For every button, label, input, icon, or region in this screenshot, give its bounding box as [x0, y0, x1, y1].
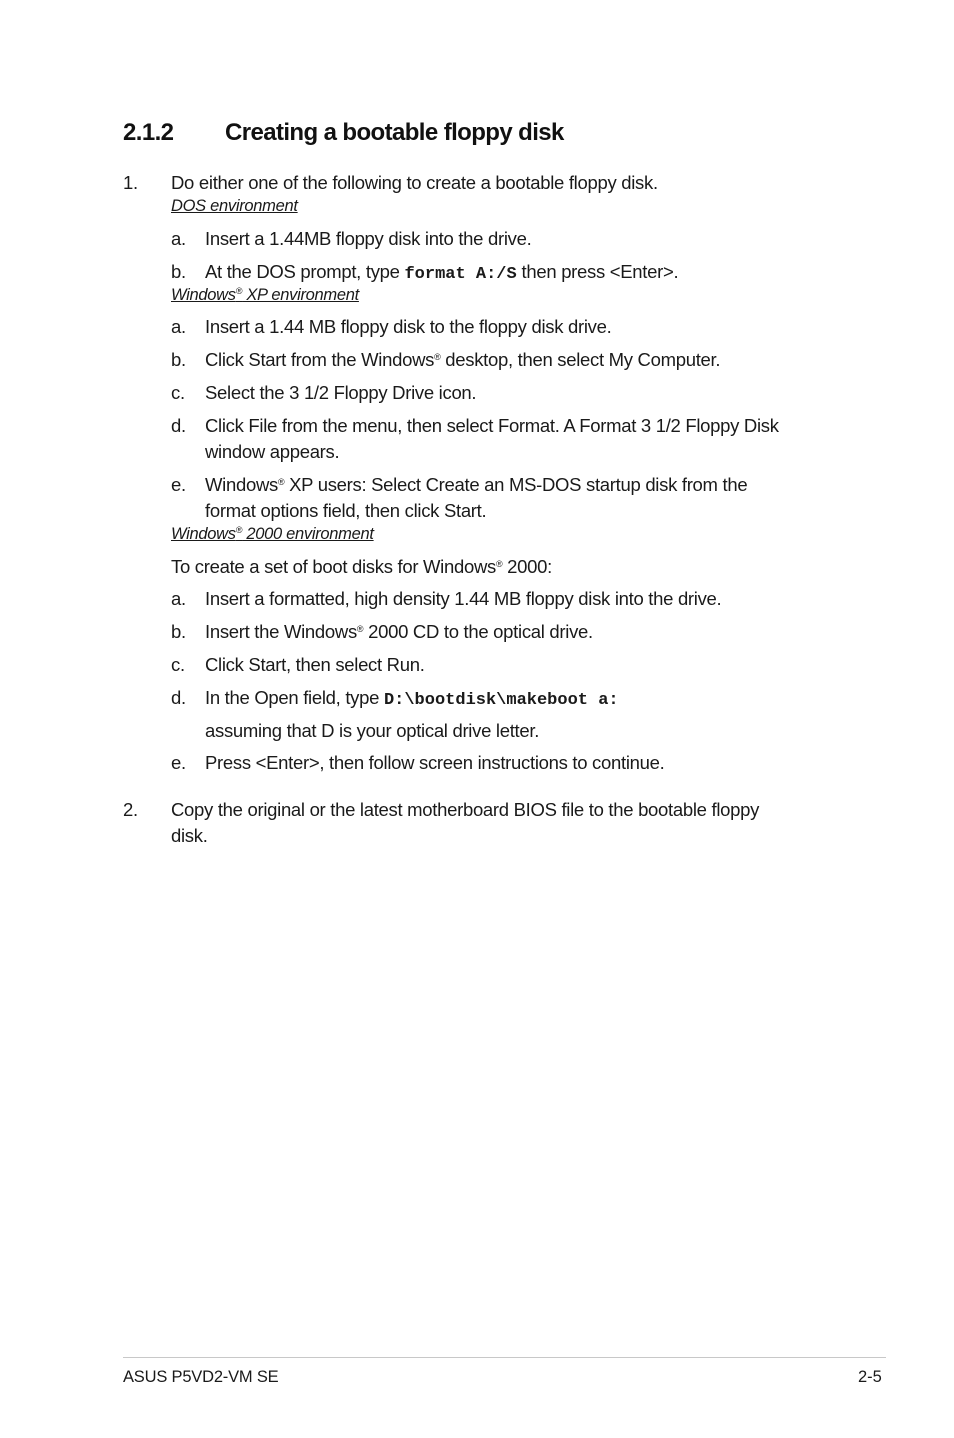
- w2000-item-d: [205, 686, 619, 713]
- footer-divider: [123, 1357, 886, 1358]
- makeboot-command: D:\bootdisk\makeboot a:: [383, 691, 619, 710]
- xp-item-b-text-after: desktop, then select My Computer.: [440, 349, 721, 370]
- w2000-item-e-marker: e.: [171, 752, 186, 773]
- w2000-item-d-marker: d.: [171, 687, 186, 708]
- dos-environment-label: DOS environment: [171, 197, 298, 215]
- xp-item-d-line-1: Click File from the menu, then select Format. A Format 3 1/2 Floppy Disk: [205, 415, 779, 436]
- w2000-item-d-line-2: assuming that D is your optical drive letter.: [205, 720, 540, 741]
- w2000-intro: [171, 555, 552, 579]
- dos-item-b-marker: b.: [171, 261, 186, 282]
- step-1-marker: 1.: [123, 172, 138, 193]
- footer-page-number: 2-5: [858, 1368, 882, 1386]
- w2000-environment-label: [171, 524, 374, 544]
- section-heading: [123, 118, 564, 148]
- w2000-item-a-marker: a.: [171, 588, 186, 609]
- xp-item-e-text-after: XP users: Select Create an MS-DOS startup disk from the: [284, 474, 748, 495]
- format-command: format A:/S: [404, 265, 517, 284]
- footer-product-name: ASUS P5VD2-VM SE: [123, 1368, 279, 1386]
- registered-mark: ®: [235, 286, 243, 296]
- step-1-text: Do either one of the following to create a bootable floppy disk.: [171, 172, 658, 193]
- xp-item-e-line-2: format options field, then click Start.: [205, 500, 487, 521]
- w2000-item-a-text: Insert a formatted, high density 1.44 MB floppy disk into the drive.: [205, 588, 722, 609]
- step-2-marker: 2.: [123, 799, 138, 820]
- xp-item-d-marker: d.: [171, 415, 186, 436]
- dos-item-b-text-after: then press <Enter>.: [516, 261, 679, 282]
- xp-environment-label: [171, 285, 359, 305]
- xp-label-rest: XP environment: [242, 286, 359, 304]
- w2000-intro-before: To create a set of boot disks for Windows: [171, 556, 496, 577]
- registered-mark: ®: [356, 624, 364, 634]
- w2000-item-c-text: Click Start, then select Run.: [205, 654, 425, 675]
- xp-item-a-text: Insert a 1.44 MB floppy disk to the floppy disk drive.: [205, 316, 612, 337]
- registered-mark: ®: [277, 477, 285, 487]
- w2000-item-c-marker: c.: [171, 654, 185, 675]
- xp-label-windows: Windows: [171, 286, 236, 304]
- xp-item-e-text-before: Windows: [205, 474, 278, 495]
- w2000-item-e-text: Press <Enter>, then follow screen instructions to continue.: [205, 752, 665, 773]
- xp-item-b-marker: b.: [171, 349, 186, 370]
- w2000-item-b-marker: b.: [171, 621, 186, 642]
- registered-mark: ®: [235, 525, 243, 535]
- xp-item-c-text: Select the 3 1/2 Floppy Drive icon.: [205, 382, 477, 403]
- w2000-label-rest: 2000 environment: [242, 525, 374, 543]
- step-2-line-2: disk.: [171, 825, 208, 846]
- xp-item-a-marker: a.: [171, 316, 186, 337]
- w2000-item-b-text-before: Insert the Windows: [205, 621, 357, 642]
- w2000-item-b-text-after: 2000 CD to the optical drive.: [363, 621, 593, 642]
- xp-item-b: [205, 348, 720, 372]
- w2000-intro-after: 2000:: [502, 556, 552, 577]
- xp-item-e-line-1: [205, 473, 747, 497]
- section-number: 2.1.2: [123, 119, 174, 146]
- dos-item-a-marker: a.: [171, 228, 186, 249]
- xp-item-c-marker: c.: [171, 382, 185, 403]
- registered-mark: ®: [495, 559, 503, 569]
- xp-item-b-text-before: Click Start from the Windows: [205, 349, 435, 370]
- step-2-line-1: Copy the original or the latest motherboard BIOS file to the bootable floppy: [171, 799, 760, 820]
- dos-item-b: [205, 260, 678, 287]
- dos-item-a-text: Insert a 1.44MB floppy disk into the drive.: [205, 228, 532, 249]
- dos-item-b-text-before: At the DOS prompt, type: [205, 261, 405, 282]
- xp-item-d-line-2: window appears.: [205, 441, 340, 462]
- w2000-item-d-text-before: In the Open field, type: [205, 687, 384, 708]
- xp-item-e-marker: e.: [171, 474, 186, 495]
- w2000-label-windows: Windows: [171, 525, 236, 543]
- registered-mark: ®: [434, 352, 441, 362]
- w2000-item-b: [205, 620, 593, 644]
- section-title: Creating a bootable floppy disk: [225, 119, 564, 146]
